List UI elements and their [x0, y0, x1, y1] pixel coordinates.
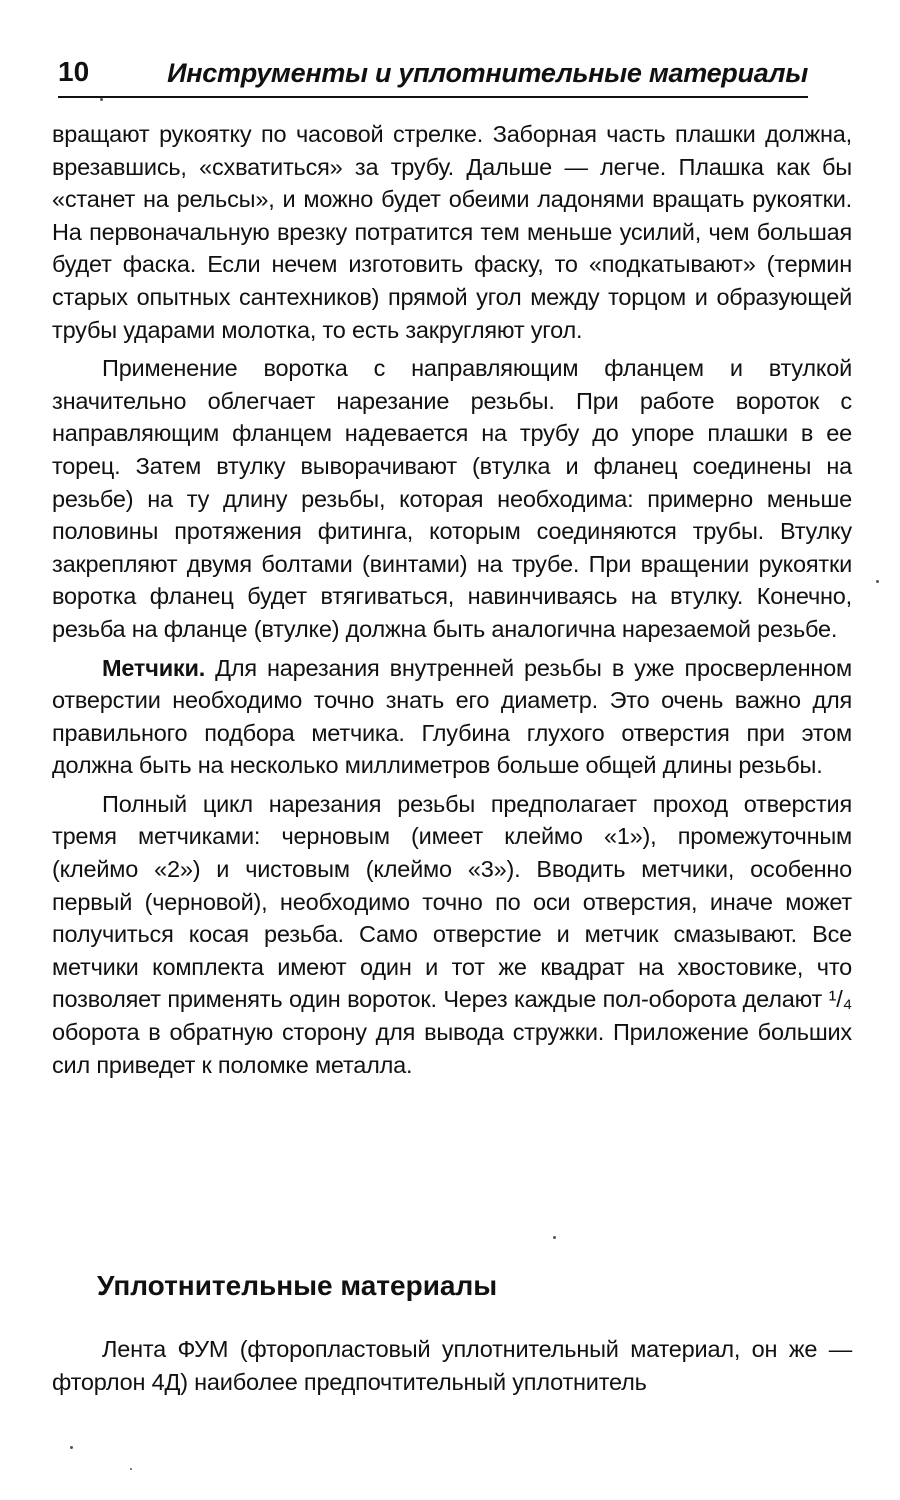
- paragraph-taps: [52, 652, 852, 782]
- section-heading: Уплотнительные материалы: [97, 1270, 498, 1301]
- speck: [100, 98, 103, 101]
- paragraph-taps-body: Для нарезания внутренней резьбы в уже просверленном отверстии необходимо точно знать его диаметр. Это очень важно для правильного подбора метчика. Глубина глухого отверстия при этом должна быть на несколько миллиметров больше общей длины резьбы.: [52, 654, 852, 779]
- speck: [876, 580, 879, 583]
- speck: [70, 1446, 73, 1449]
- main-text: [52, 118, 852, 1087]
- running-title: Инструменты и уплотнительные материалы: [167, 58, 808, 88]
- paragraph-tapping-cycle: Полный цикл нарезания резьбы предполагает проход отверстия тремя метчиками: черновым (имеет клеймо «1»), промежуточным (клеймо «2») и чистовым (клеймо «3»). Вводить метчики, особенно первый (черновой), необходимо точно по оси отверстия, иначе может получиться косая резьба. Само отверстие и метчик смазывают. Все метчики комплекта имеют один и тот же квадрат на хвостовике, что позволяет применять один вороток. Через каждые пол-оборота делают ¹/₄ оборота в обратную сторону для вывода стружки. Приложение больших сил приведет к поломке металла.: [52, 790, 852, 1078]
- speck: [553, 1236, 556, 1239]
- page-header: [58, 52, 808, 98]
- speck: [130, 1468, 132, 1470]
- section-text: [52, 1333, 852, 1404]
- paragraph-fum-tape: Лента ФУМ (фторопластовый уплотнительный материал, он же — фторлон 4Д) наиболее предпочтительный уплотнитель: [52, 1336, 852, 1395]
- paragraph-taps-lead: Метчики.: [102, 654, 206, 681]
- page-number: 10: [58, 56, 90, 87]
- paragraph-continuation: вращают рукоятку по часовой стрелке. Заборная часть плашки должна, врезавшись, «схватиться» за трубу. Дальше — легче. Плашка как бы «станет на рельсы», и можно будет обеими ладонями вращать рукоятки. На первоначальную врезку потратится тем меньше усилий, чем большая будет фаска. Если нечем изготовить фаску, то «подкатывают» (термин старых опытных сантехников) прямой угол между торцом и образующей трубы ударами молотка, то есть закругляют угол.: [52, 121, 852, 343]
- paragraph-flange-tool: Применение воротка с направляющим фланцем и втулкой значительно облегчает нарезание резьбы. При работе вороток с направляющим фланцем надевается на трубу до упоре плашки в ее торец. Затем втулку выворачивают (втулка и фланец соединены на резьбе) на ту длину резьбы, которая необходима: примерно меньше половины протяжения фитинга, которым соединяются трубы. Втулку закрепляют двумя болтами (винтами) на трубе. При вращении рукоятки воротка фланец будет втягиваться, навинчиваясь на втулку. Конечно, резьба на фланце (втулке) должна быть аналогична нарезаемой резьбе.: [52, 355, 852, 642]
